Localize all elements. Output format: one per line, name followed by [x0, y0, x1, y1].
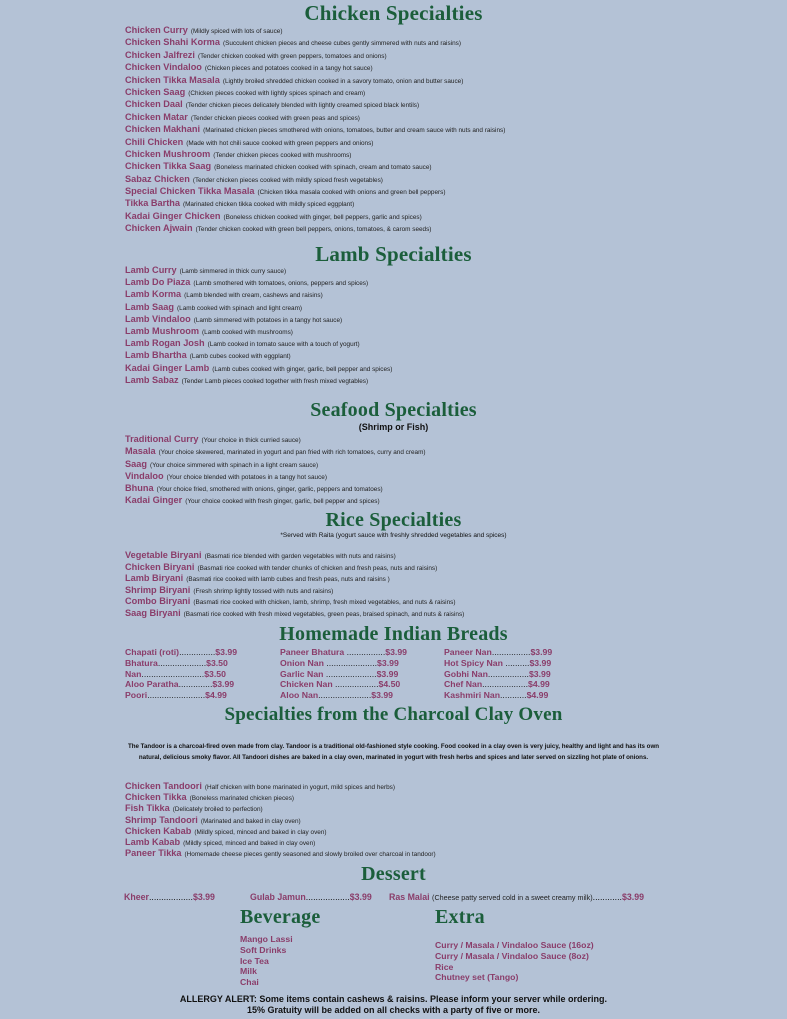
bread-item: [444, 679, 552, 690]
kheer-item: [124, 892, 215, 902]
chicken-menu-item: [125, 98, 777, 110]
beverage-item: Mango Lassi: [240, 934, 293, 944]
bread-name: Chef Nan: [444, 679, 483, 690]
item-name: Lamb Do Piaza: [125, 277, 191, 288]
bread-name: Chapati (roti): [125, 647, 180, 657]
item-description: (Lamb simmered in thick curry sauce): [179, 268, 287, 275]
item-name: Tikka Bartha: [125, 198, 180, 209]
bread-item: [125, 658, 237, 669]
oven-menu-item: [125, 781, 777, 792]
item-description: (Mildly spiced with lots of sauce): [190, 28, 283, 35]
extra-heading: Extra: [435, 906, 485, 928]
item-description: (Tender chicken pieces delicately blended with lightly creamed spiced black lentils): [185, 102, 420, 110]
bread-item: [125, 669, 237, 680]
lamb-list: [125, 264, 777, 386]
item-name: Chicken Tikka: [125, 792, 187, 803]
item-description: (Boneless marinated chicken pieces): [189, 795, 295, 803]
lamb-menu-item: [125, 264, 777, 276]
bread-item: [444, 658, 552, 669]
gratuity-note: 15% Gratuity will be added on all checks with a party of five or more.: [246, 1005, 541, 1015]
item-description: (Your choice skewered, marinated in yogurt and pan fried with rich tomatoes, curry and cream): [158, 449, 426, 457]
item-name: Saag Biryani: [125, 607, 181, 618]
extra-item: Chutney set (Tango): [435, 972, 519, 983]
item-name: Kadai Ginger: [125, 495, 183, 506]
gulab-price: $3.99: [349, 892, 372, 902]
item-name: Paneer Tikka: [125, 848, 182, 859]
bread-name: Hot Spicy Nan: [444, 657, 503, 668]
oven-menu-item: [125, 815, 777, 826]
bread-item: [280, 679, 407, 690]
rice-note: *Served with Raita (yogurt sauce with freshly shredded vegetables and spices): [280, 532, 507, 539]
item-description: (Lightly broiled shredded chicken cooked in a savory tomato, onion and butter sauce): [222, 77, 464, 85]
extra-item: Curry / Masala / Vindaloo Sauce (16oz): [435, 940, 594, 950]
lamb-menu-item: [125, 288, 777, 300]
item-name: Chicken Mushroom: [125, 148, 211, 159]
rice-menu-item: [125, 596, 777, 608]
rice-menu-item: [125, 585, 777, 597]
chicken-menu-item: [125, 24, 777, 36]
bread-item: [125, 679, 237, 690]
seafood-menu-item: [125, 494, 777, 506]
item-name: Kadai Ginger Chicken: [125, 210, 221, 221]
item-description: (Basmati rice cooked with fresh mixed vegetables, green peas, braised spinach, and nuts & raisins): [183, 610, 465, 618]
item-name: Chicken Saag: [125, 86, 186, 97]
item-description: (Tender chicken pieces cooked with green peas and spices): [190, 114, 360, 122]
bread-name: Poori: [125, 690, 148, 701]
item-description: (Tender chicken cooked with green peppers, tomatoes and onions): [197, 52, 387, 60]
lamb-menu-item: [125, 374, 777, 386]
chicken-menu-item: [125, 210, 777, 222]
bread-price: $3.99: [377, 657, 399, 668]
bread-price: $3.50: [206, 657, 228, 668]
item-description: (Half chicken with bone marinated in yogurt, mild spices and herbs): [204, 784, 395, 791]
oven-menu-item: [125, 837, 777, 848]
dessert-heading: Dessert: [361, 863, 426, 885]
chicken-menu-item: [125, 222, 777, 234]
item-description: (Tender chicken pieces cooked with mushrooms): [213, 151, 352, 159]
bread-item: [444, 669, 552, 680]
item-name: Combo Biryani: [125, 596, 191, 607]
seafood-menu-item: [125, 458, 777, 470]
bread-name: Kashmiri Nan: [444, 690, 501, 701]
chicken-menu-item: [125, 148, 777, 160]
item-name: Lamb Vindaloo: [125, 313, 191, 324]
rice-menu-item: [125, 562, 777, 574]
rice-menu-item: [125, 550, 777, 562]
item-name: Chicken Tandoori: [125, 781, 202, 791]
item-description: (Boneless marinated chicken cooked with spinach, cream and tomato sauce): [214, 164, 432, 172]
item-description: (Your choice fried, smothered with onions, ginger, garlic, peppers and tomatoes): [156, 486, 383, 494]
oven-menu-item: [125, 826, 777, 837]
item-description: (Lamb cubes cooked with ginger, garlic, bell pepper and spices): [212, 365, 393, 373]
item-name: Special Chicken Tikka Masala: [125, 186, 255, 197]
lamb-menu-item: [125, 301, 777, 313]
seafood-subtitle: (Shrimp or Fish): [358, 422, 429, 432]
item-description: (Boneless chicken cooked with ginger, bell peppers, garlic and spices): [223, 213, 422, 221]
bread-price: $3.50: [204, 668, 226, 679]
bread-name: Garlic Nan: [280, 668, 324, 679]
bread-item: [280, 658, 407, 669]
seafood-menu-item: [125, 445, 777, 457]
item-name: Fish Tikka: [125, 803, 170, 814]
beverage-item: Chai: [240, 977, 259, 988]
bread-name: Aloo Nan: [280, 690, 319, 701]
extra-item: Curry / Masala / Vindaloo Sauce (8oz): [435, 950, 589, 961]
extra-list: [435, 940, 594, 983]
item-name: Bhuna: [125, 483, 154, 494]
item-description: (Lamb cooked with spinach and light cream): [177, 304, 303, 312]
item-description: (Marinated chicken pieces smothered with onions, tomatoes, butter and cream sauce with nuts and raisins): [203, 127, 506, 135]
item-description: (Tender chicken pieces cooked with mildly spiced fresh vegetables): [192, 176, 383, 184]
breads-column-2: [280, 647, 407, 701]
rasmalai-item: [389, 892, 644, 902]
item-description: (Your choice simmered with spinach in a light cream sauce): [149, 461, 319, 469]
item-name: Lamb Saag: [125, 301, 175, 312]
item-name: Saag: [125, 458, 147, 469]
bread-item: [444, 647, 552, 658]
bread-dots: ...........: [500, 690, 527, 701]
bread-dots: ..........: [502, 657, 530, 668]
item-name: Chicken Tikka Masala: [125, 74, 220, 85]
item-name: Chicken Daal: [125, 99, 183, 110]
item-description: (Chicken tikka masala cooked with onions and green bell peppers): [257, 189, 446, 197]
item-description: (Tender chicken cooked with green bell peppers, onions, tomatoes, & carom seeds): [195, 226, 432, 234]
chicken-menu-item: [125, 111, 777, 123]
bread-name: Paneer Bhatura: [280, 647, 345, 657]
bread-name: Onion Nan: [280, 657, 324, 668]
bread-dots: ..............: [178, 679, 213, 690]
oven-list: [125, 781, 777, 859]
bread-dots: ...............: [179, 647, 216, 657]
item-description: (Basmati rice cooked with lamb cubes and fresh peas, nuts and raisins ): [186, 576, 390, 584]
item-name: Chicken Vindaloo: [125, 62, 202, 73]
chicken-menu-item: [125, 185, 777, 197]
bread-price: $3.99: [212, 679, 235, 690]
seafood-menu-item: [125, 482, 777, 494]
rasmalai-name: Ras Malai: [389, 892, 430, 902]
item-description: (Chicken pieces and potatoes cooked in a tangy hot sauce): [204, 65, 373, 73]
lamb-menu-item: [125, 325, 777, 337]
bread-item: [125, 647, 237, 658]
bread-dots: ...................: [482, 679, 529, 690]
bread-price: $4.50: [378, 679, 401, 690]
item-description: (Lamb cooked in tomato sauce with a touch of yogurt): [207, 341, 360, 349]
item-description: (Basmati rice cooked with chicken, lamb, shrimp, fresh mixed vegetables, and nuts & raisins): [193, 599, 456, 607]
item-description: (Lamb cooked with mushrooms): [202, 328, 293, 336]
item-name: Lamb Mushroom: [125, 325, 200, 336]
bread-dots: .................: [487, 668, 529, 679]
rice-list: [125, 550, 777, 620]
item-description: (Lamb smothered with tomatoes, onions, peppers and spices): [193, 280, 369, 288]
chicken-list: [125, 24, 777, 235]
extra-item: Rice: [435, 961, 454, 972]
item-name: Chicken Tikka Saag: [125, 161, 212, 172]
chicken-menu-item: [125, 36, 777, 48]
item-description: (Marinated and baked in clay oven): [200, 817, 301, 825]
item-name: Chicken Jalfrezi: [125, 49, 195, 60]
chicken-menu-item: [125, 136, 777, 148]
breads-column-1: [125, 647, 237, 701]
oven-heading: Specialties from the Charcoal Clay Oven: [224, 704, 563, 725]
item-name: Shrimp Biryani: [125, 584, 191, 595]
item-name: Chicken Shahi Korma: [125, 37, 220, 48]
item-name: Vegetable Biryani: [125, 550, 202, 560]
bread-price: $3.99: [371, 690, 393, 701]
lamb-menu-item: [125, 337, 777, 349]
oven-menu-item: [125, 803, 777, 814]
item-name: Chicken Matar: [125, 111, 188, 122]
lamb-heading: Lamb Specialties: [315, 242, 472, 266]
bread-item: [125, 690, 237, 701]
bread-name: Gobhi Nan: [444, 668, 488, 679]
item-description: (Your choice in thick curried sauce): [201, 437, 301, 444]
chicken-menu-item: [125, 123, 777, 135]
rasmalai-price: $3.99: [621, 892, 644, 902]
bread-name: Chicken Nan: [280, 679, 333, 690]
chicken-menu-item: [125, 86, 777, 98]
bread-dots: ....................: [157, 657, 207, 668]
lamb-menu-item: [125, 349, 777, 361]
gulab-name: Gulab Jamun: [250, 892, 306, 902]
item-description: (Your choice blended with potatoes in a tangy hot sauce): [166, 473, 327, 481]
bread-dots: ..........................: [141, 668, 205, 679]
gulab-item: [250, 892, 372, 902]
item-description: (Delicately broiled to perfection): [172, 806, 263, 814]
beverage-heading: Beverage: [240, 906, 321, 928]
seafood-menu-item: [125, 433, 777, 445]
bread-dots: ......................: [318, 690, 372, 701]
bread-item: [280, 647, 407, 658]
item-name: Kadai Ginger Lamb: [125, 362, 210, 373]
bread-price: $3.99: [530, 647, 553, 657]
bread-item: [280, 690, 407, 701]
lamb-menu-item: [125, 362, 777, 374]
item-name: Lamb Biryani: [125, 573, 184, 584]
lamb-menu-item: [125, 276, 777, 288]
item-name: Chicken Makhani: [125, 124, 201, 135]
item-description: (Lamb simmered with potatoes in a tangy hot sauce): [193, 316, 343, 324]
bread-dots: .....................: [323, 657, 378, 668]
bread-dots: ................: [344, 647, 386, 657]
item-description: (Mildly spiced, minced and baked in clay oven): [194, 828, 327, 836]
rasmalai-desc: (Cheese patty served cold in a sweet creamy milk): [432, 893, 593, 902]
bread-dots: ................: [491, 647, 531, 657]
beverage-item: Ice Tea: [240, 955, 269, 966]
item-description: (Lamb blended with cream, cashews and raisins): [184, 292, 323, 300]
kheer-name: Kheer: [124, 892, 149, 902]
item-description: (Homemade cheese pieces gently seasoned and slowly broiled over charcoal in tandoor): [184, 851, 436, 859]
bread-name: Bhatura: [125, 657, 158, 668]
lamb-menu-item: [125, 313, 777, 325]
item-name: Shrimp Tandoori: [125, 814, 198, 825]
chicken-menu-item: [125, 74, 777, 86]
bread-price: $3.99: [215, 647, 238, 657]
item-name: Masala: [125, 446, 156, 457]
gulab-dots: ..................: [305, 892, 350, 902]
item-description: (Mildly spiced, minced and baked in clay oven): [183, 839, 316, 847]
seafood-menu-item: [125, 470, 777, 482]
item-description: (Marinated chicken tikka cooked with mildly spiced eggplant): [182, 201, 355, 209]
bread-dots: ........................: [147, 690, 206, 701]
breads-heading: Homemade Indian Breads: [279, 623, 508, 645]
item-description: (Basmati rice cooked with tender chunks of chicken and fresh peas, nuts and raisins): [197, 564, 438, 572]
chicken-heading: Chicken Specialties: [304, 1, 483, 25]
bread-dots: ..................: [332, 679, 379, 690]
breads-column-3: [444, 647, 552, 701]
chicken-menu-item: [125, 173, 777, 185]
seafood-list: [125, 433, 777, 507]
bread-price: $3.99: [376, 668, 399, 679]
item-description: (Succulent chicken pieces and cheese cubes gently simmered with nuts and raisins): [222, 40, 461, 48]
item-name: Chicken Biryani: [125, 561, 195, 572]
bread-item: [280, 669, 407, 680]
bread-price: $4.99: [528, 679, 550, 690]
item-name: Traditional Curry: [125, 434, 199, 444]
item-name: Vindaloo: [125, 470, 164, 481]
bread-name: Nan: [125, 668, 142, 679]
bread-price: $4.99: [205, 690, 227, 701]
bread-name: Aloo Paratha: [125, 679, 179, 690]
oven-menu-item: [125, 792, 777, 803]
beverage-item: Milk: [240, 966, 257, 977]
item-name: Lamb Bhartha: [125, 350, 187, 361]
kheer-price: $3.99: [192, 892, 215, 902]
chicken-menu-item: [125, 197, 777, 209]
item-name: Sabaz Chicken: [125, 173, 190, 184]
chicken-menu-item: [125, 49, 777, 61]
allergy-alert: ALLERGY ALERT: Some items contain cashews & raisins. Please inform your server while ordering.: [179, 994, 608, 1004]
item-description: (Your choice cooked with fresh ginger, garlic, bell pepper and spices): [185, 498, 380, 506]
beverage-item: Soft Drinks: [240, 944, 287, 955]
item-name: Chili Chicken: [125, 136, 184, 147]
item-description: (Chicken pieces cooked with lightly spices spinach and cream): [188, 89, 366, 97]
bread-item: [444, 690, 552, 701]
item-name: Lamb Rogan Josh: [125, 338, 205, 349]
chicken-menu-item: [125, 61, 777, 73]
oven-description: The Tandoor is a charcoal-fired oven made from clay. Tandoor is a traditional old-fashioned style cooking. Food cooked in a clay oven is very juicy, healthy and light and has its own natural, delicious smoky flavor. All Tandoori dishes are baked in a clay oven, marinated in yogurt with fresh herbs and spices and later served on sizzling hot plate of onions.: [127, 743, 660, 761]
beverage-list: [240, 934, 293, 988]
bread-dots: .....................: [323, 668, 377, 679]
item-description: (Lamb cubes cooked with eggplant): [189, 353, 291, 361]
rice-menu-item: [125, 608, 777, 620]
item-name: Lamb Kabab: [125, 836, 181, 847]
bread-price: $3.99: [529, 657, 552, 668]
item-name: Lamb Korma: [125, 289, 182, 300]
item-description: (Basmati rice blended with garden vegetables with nuts and raisins): [204, 553, 396, 560]
item-name: Chicken Curry: [125, 25, 188, 35]
item-name: Lamb Sabaz: [125, 374, 179, 385]
item-description: (Made with hot chili sauce cooked with green peppers and onions): [186, 139, 374, 147]
item-name: Chicken Ajwain: [125, 223, 193, 234]
chicken-menu-item: [125, 160, 777, 172]
item-description: (Tender Lamb pieces cooked together with fresh mixed vegtables): [181, 377, 369, 385]
item-name: Chicken Kabab: [125, 825, 192, 836]
rice-menu-item: [125, 573, 777, 585]
seafood-heading: Seafood Specialties: [310, 399, 477, 421]
rice-heading: Rice Specialties: [325, 509, 462, 531]
oven-menu-item: [125, 848, 777, 859]
item-description: (Fresh shrimp lightly tossed with nuts and raisins): [193, 587, 334, 595]
bread-name: Paneer Nan: [444, 647, 492, 657]
kheer-dots: ..................: [148, 892, 193, 902]
rasmalai-dots: ............: [592, 892, 622, 902]
footer: [0, 994, 787, 1016]
bread-price: $3.99: [528, 668, 551, 679]
bread-price: $4.99: [526, 690, 549, 701]
bread-price: $3.99: [385, 647, 408, 657]
item-name: Lamb Curry: [125, 265, 177, 275]
